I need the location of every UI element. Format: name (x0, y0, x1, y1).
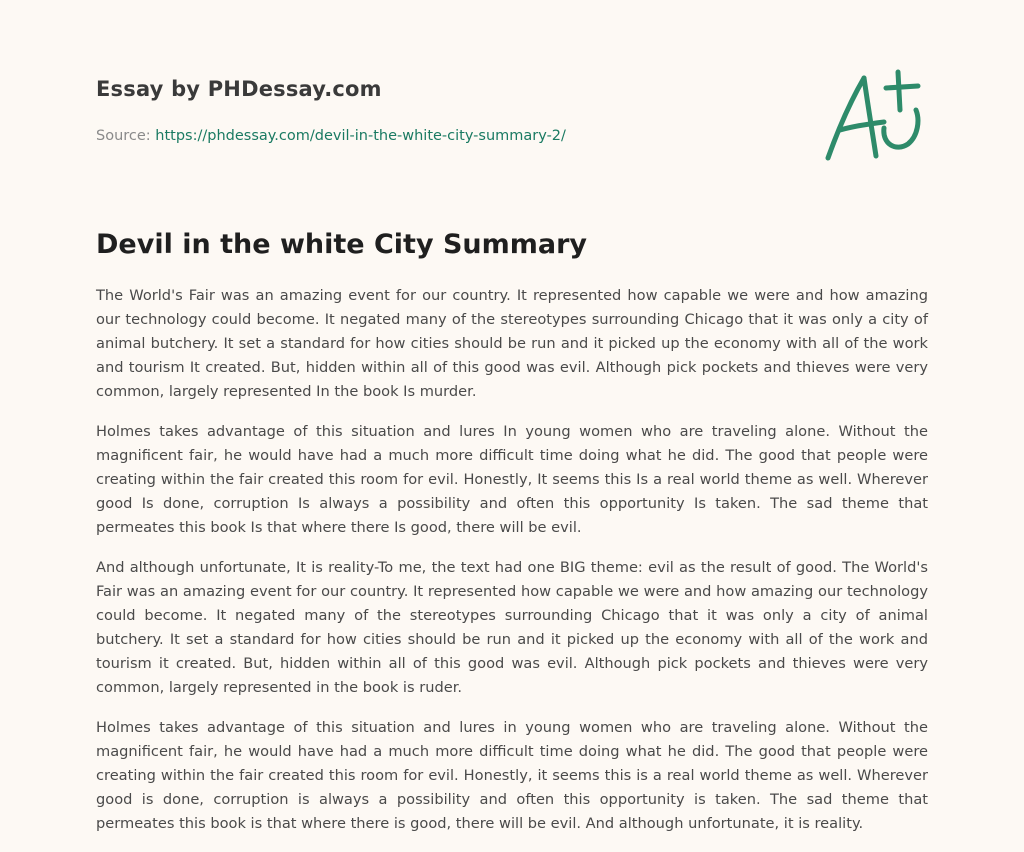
essay-paragraph: And although unfortunate, It is reality-To me, the text had one BIG theme: evil as the result of good. The World's Fair was an amazing event for our country. It represented how capable we were and how amazing our technology could become. It negated many of the stereotypes surrounding Chicago that it was only a city of animal butchery. It set a standard for how cities should be run and it picked up the economy with all of the work and tourism it created. But, hidden within all of this good was evil. Although pick pockets and thieves were very common, largely represented in the book is ruder. (96, 559, 928, 696)
site-brand: Essay by PHDessay.com (96, 77, 382, 101)
essay-paragraph: Holmes takes advantage of this situation and lures in young women who are traveling alone. Without the magnificent fair, he would have had a much more difficult time doing what he did. The good that people were creating within the fair created this room for evil. Honestly, it seems this is a real world theme as well. Wherever good is done, corruption is always a possibility and often this opportunity is taken. The sad theme that permeates this book is that where there is good, there will be evil. And although unfortunate, it is reality. (96, 719, 928, 832)
source-link[interactable]: https://phdessay.com/devil-in-the-white-city-summary-2/ (155, 128, 566, 144)
essay-header (96, 72, 796, 146)
essay-paragraph: Holmes takes advantage of this situation and lures In young women who are traveling alone. Without the magnificent fair, he would have had a much more difficult time doing what he did. The good that people were creating within the fair created this room for evil. Honestly, It seems this Is a real world theme as well. Wherever good Is done, corruption Is always a possibility and often this opportunity Is taken. The sad theme that permeates this book Is that where there Is good, there will be evil. (96, 423, 928, 536)
a-plus-grade-icon (818, 66, 930, 166)
essay-paragraph: The World's Fair was an amazing event for our country. It represented how capable we were and how amazing our technology could become. It negated many of the stereotypes surrounding Chicago that it was only a city of animal butchery. It set a standard for how cities should be run and it picked up the economy with all of the work and tourism It created. But, hidden within all of this good was evil. Although pick pockets and thieves were very common, largely represented In the book Is murder. (96, 287, 928, 400)
essay-body (96, 284, 928, 852)
essay-title: Devil in the white City Summary (96, 229, 588, 260)
source-label: Source: (96, 128, 151, 144)
source-line (96, 126, 796, 146)
